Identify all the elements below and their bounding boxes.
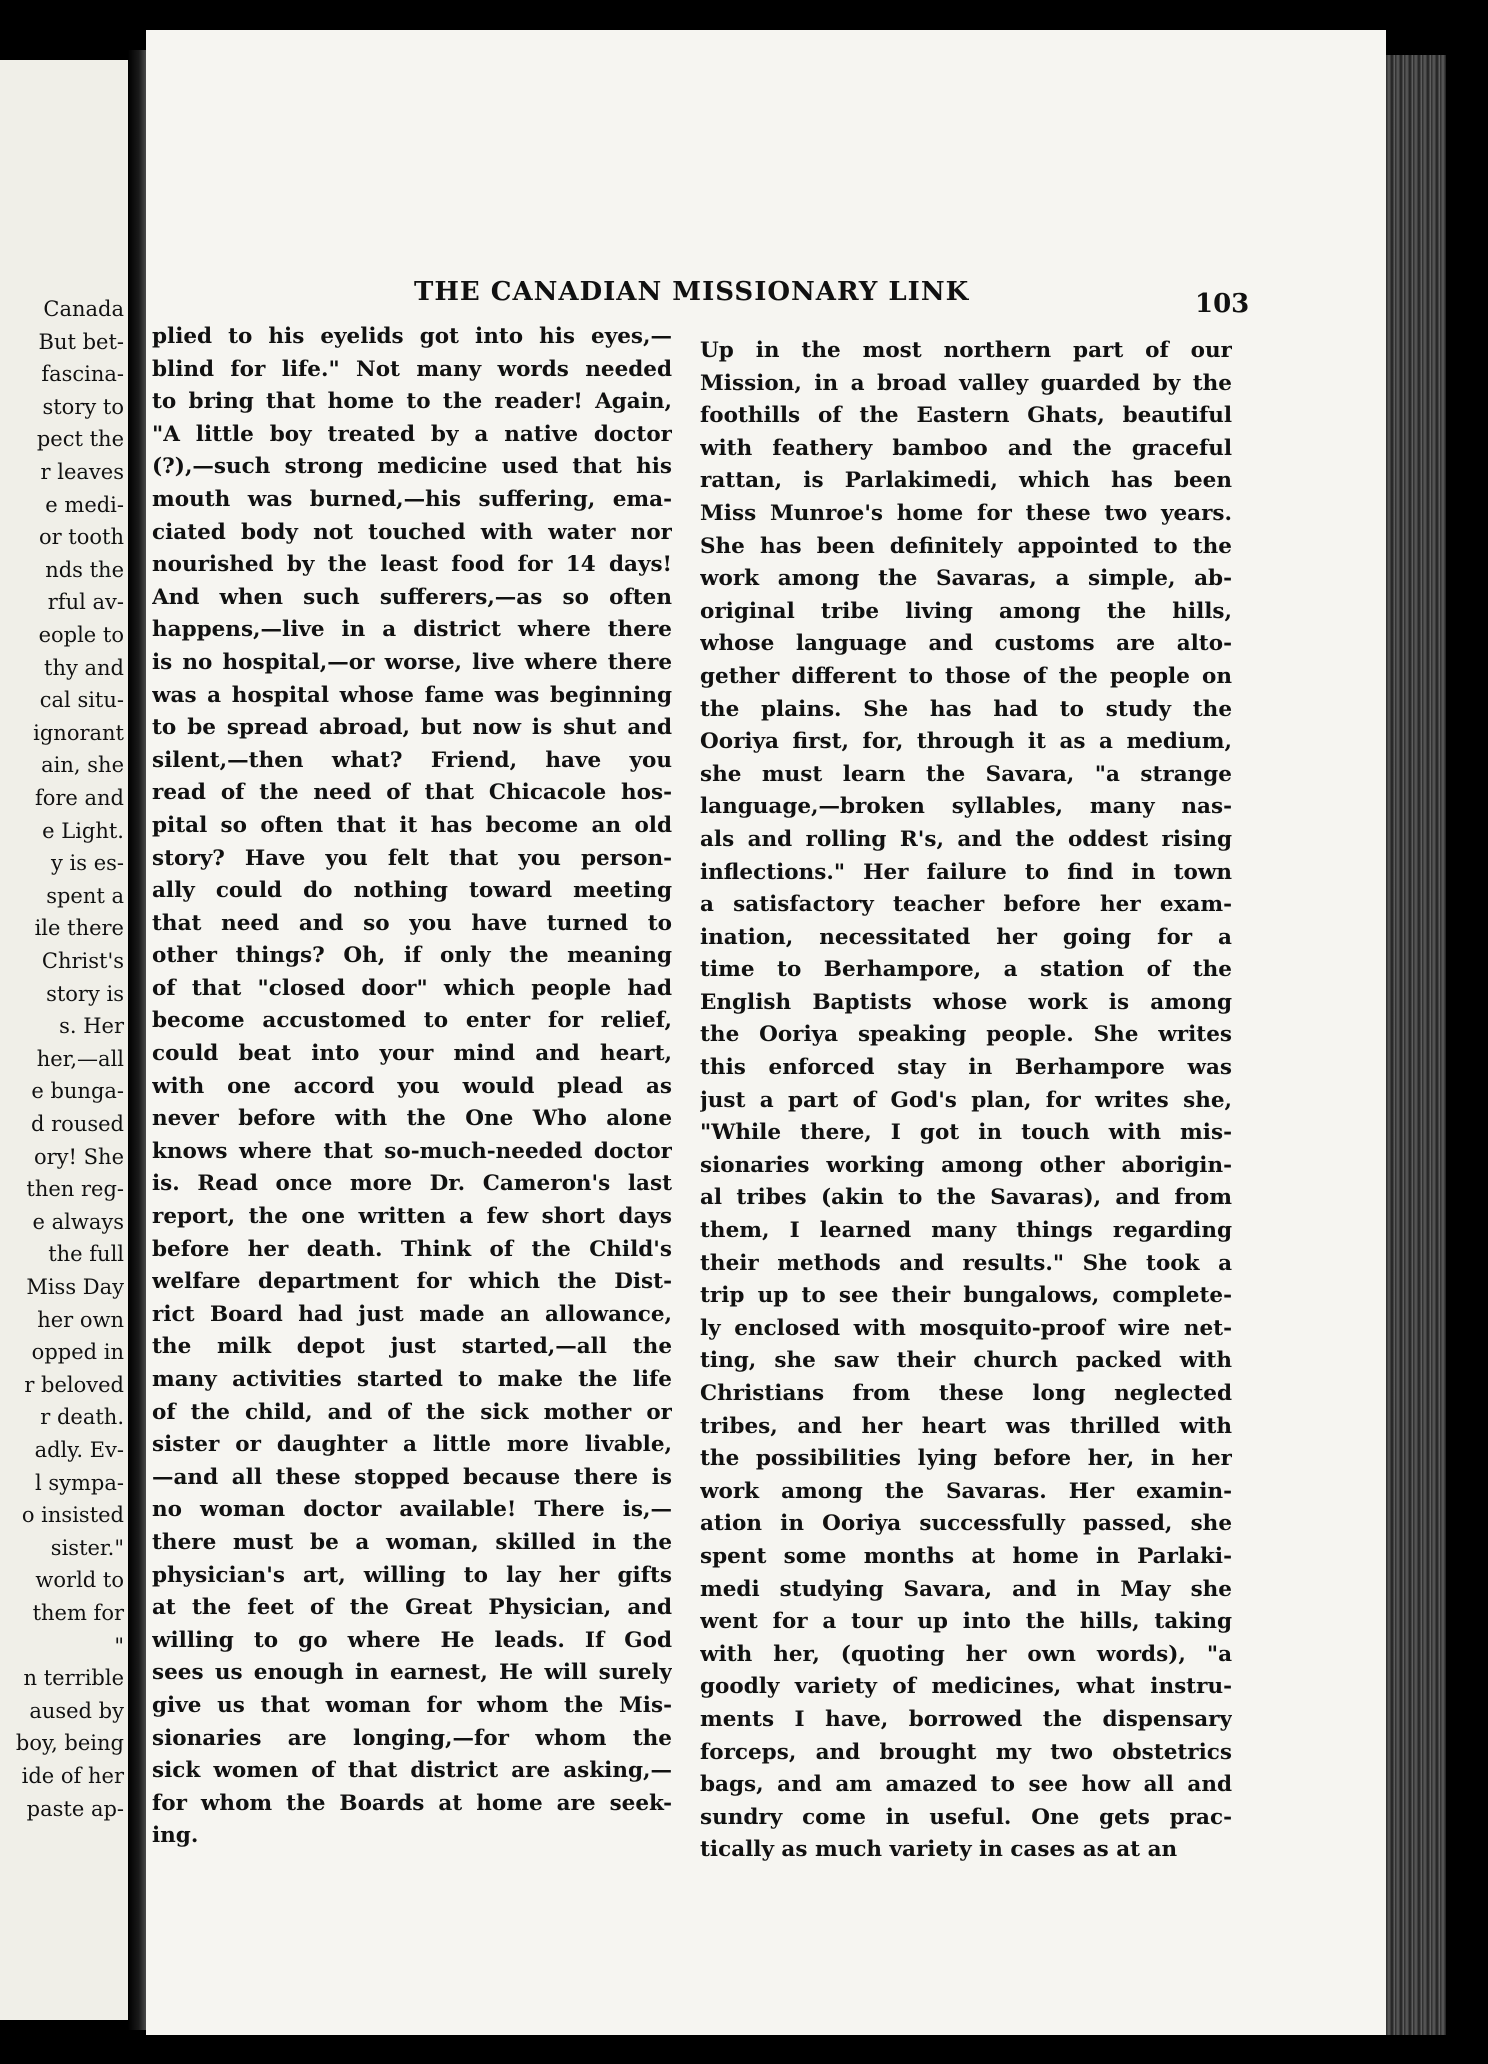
facing-page-line: But bet-	[38, 329, 124, 354]
text-line: the milk depot just started,—all the	[152, 1334, 672, 1360]
text-line: ciated body not touched with water nor	[152, 519, 672, 545]
text-line: als and rolling R's, and the oddest rising	[700, 826, 1232, 852]
text-line: is. Read once more Dr. Cameron's last	[152, 1171, 672, 1197]
text-line: a satisfactory teacher before her exam-	[700, 892, 1232, 918]
text-line: English Baptists whose work is among	[700, 989, 1232, 1015]
text-line: goodly variety of medicines, what instru-	[700, 1674, 1232, 1700]
text-line: ly enclosed with mosquito-proof wire net-	[700, 1315, 1232, 1341]
facing-page-line: o insisted	[21, 1503, 124, 1528]
facing-page-line: e medi-	[45, 492, 124, 517]
text-line: rattan, is Parlakimedi, which has been	[700, 468, 1232, 494]
facing-page-line: e bunga-	[31, 1079, 124, 1104]
text-line: Ooriya first, for, through it as a medium,	[700, 729, 1232, 755]
text-line: sister or daughter a little more livable,	[152, 1432, 672, 1458]
text-line: sundry come in useful. One gets prac-	[700, 1804, 1232, 1830]
facing-page-fragment	[0, 60, 128, 2020]
text-line: to bring that home to the reader! Again,	[152, 389, 672, 415]
text-line: She has been definitely appointed to the	[700, 533, 1232, 559]
book-spine	[128, 50, 146, 2030]
text-line: mouth was burned,—his suffering, ema-	[152, 486, 672, 512]
text-line: other things? Oh, if only the meaning	[152, 943, 672, 969]
facing-page-line: Canada	[43, 297, 124, 321]
text-line: Up in the most northern part of our	[700, 338, 1232, 363]
text-line: of the child, and of the sick mother or	[152, 1399, 672, 1425]
text-line: of that "closed door" which people had	[152, 975, 672, 1001]
facing-page-line: n terrible	[23, 1666, 124, 1691]
text-line: —and all these stopped because there is	[152, 1464, 672, 1490]
text-line: tribes, and her heart was thrilled with	[700, 1413, 1232, 1439]
text-line: there must be a woman, skilled in the	[152, 1529, 672, 1555]
text-line: trip up to see their bungalows, complete-	[700, 1283, 1232, 1309]
text-line: ally could do nothing toward meeting	[152, 878, 672, 904]
text-line: spent some months at home in Parlaki-	[700, 1543, 1232, 1569]
facing-page-line: l sympa-	[34, 1470, 124, 1495]
text-line: Miss Munroe's home for these two years.	[700, 500, 1232, 526]
text-line: just a part of God's plan, for writes she,	[700, 1087, 1232, 1113]
text-line: sees us enough in earnest, He will surely	[152, 1660, 672, 1686]
text-line: could beat into your mind and heart,	[152, 1041, 672, 1067]
text-line: ments I have, borrowed the dispensary	[700, 1706, 1232, 1732]
text-line: work among the Savaras, a simple, ab-	[700, 566, 1232, 592]
facing-page-line: ory! She	[34, 1144, 124, 1169]
facing-page-line: y is es-	[50, 851, 124, 876]
text-line: time to Berhampore, a station of the	[700, 957, 1232, 983]
text-line: many activities started to make the life	[152, 1367, 672, 1392]
text-line: story? Have you felt that you person-	[152, 845, 672, 871]
text-line: rict Board had just made an allowance,	[152, 1301, 672, 1327]
text-line: them, I learned many things regarding	[700, 1218, 1232, 1244]
text-line: al tribes (akin to the Savaras), and from	[700, 1185, 1232, 1211]
facing-page-line: her,—all	[36, 1046, 124, 1071]
text-line: ation in Ooriya successfully passed, she	[700, 1511, 1232, 1537]
facing-page-line: them for	[32, 1601, 124, 1625]
text-line: forceps, and brought my two obstetrics	[700, 1739, 1232, 1765]
left-text-column	[152, 321, 672, 1853]
text-line: nourished by the least food for 14 days!	[152, 552, 672, 578]
text-line: become accustomed to enter for relief,	[152, 1008, 672, 1034]
text-line: she must learn the Savara, "a strange	[700, 761, 1232, 787]
text-line: language,—broken syllables, many nas-	[700, 794, 1232, 820]
text-line: "A little boy treated by a native doctor	[152, 421, 672, 447]
text-line: blind for life." Not many words needed	[152, 356, 672, 382]
facing-page-line: r leaves	[40, 460, 124, 484]
text-line: went for a tour up into the hills, taking	[700, 1609, 1232, 1635]
text-line: tically as much variety in cases as at an	[700, 1837, 1178, 1863]
facing-page-line: thy and	[44, 655, 124, 680]
text-line: their methods and results." She took a	[700, 1250, 1232, 1276]
facing-page-line: nds the	[45, 557, 124, 582]
facing-page-line: s. Her	[59, 1014, 124, 1039]
text-line: before her death. Think of the Child's	[152, 1236, 672, 1262]
facing-page-line: Miss Day	[26, 1275, 124, 1299]
facing-page-line: ide of her	[21, 1764, 124, 1788]
text-line: pital so often that it has become an old	[152, 812, 672, 838]
text-line: sionaries are longing,—for whom the	[152, 1725, 672, 1751]
facing-page-line: spent a	[46, 883, 124, 908]
text-line: Mission, in a broad valley guarded by the	[700, 370, 1232, 396]
page-edges	[1386, 55, 1446, 2035]
text-line: work among the Savaras. Her examin-	[700, 1478, 1232, 1504]
facing-page-line: the full	[48, 1242, 124, 1267]
facing-page-line: then reg-	[26, 1177, 124, 1202]
text-line: the possibilities lying before her, in her	[700, 1446, 1232, 1472]
facing-page-line: world to	[35, 1568, 124, 1593]
text-line: "While there, I got in touch with mis-	[700, 1120, 1232, 1146]
text-line: ting, she saw their church packed with	[700, 1348, 1232, 1374]
facing-page-line: e Light.	[42, 818, 124, 843]
text-line: Christians from these long neglected	[700, 1381, 1232, 1406]
text-line: the plains. She has had to study the	[700, 696, 1232, 722]
facing-page-line: ain, she	[41, 753, 124, 778]
text-line: sionaries working among other aborigin-	[700, 1152, 1232, 1178]
text-line: give us that woman for whom the Mis-	[152, 1692, 672, 1718]
text-line: whose language and customs are alto-	[700, 631, 1232, 657]
text-line: the Ooriya speaking people. She writes	[700, 1022, 1232, 1048]
facing-page-line: r beloved	[24, 1372, 124, 1397]
text-line: happens,—live in a district where there	[152, 617, 672, 643]
facing-page-line: boy, being	[15, 1731, 124, 1756]
text-line: to be spread abroad, but now is shut and	[152, 715, 672, 741]
text-line: plied to his eyelids got into his eyes,—	[152, 324, 672, 349]
text-line: no woman doctor available! There is,—	[152, 1497, 672, 1523]
text-line: read of the need of that Chicacole hos-	[152, 780, 672, 806]
facing-page-line: opped in	[31, 1340, 124, 1365]
text-line: with one accord you would plead as	[152, 1073, 672, 1099]
text-line: (?),—such strong medicine used that his	[152, 454, 672, 480]
text-line: is no hospital,—or worse, live where there	[152, 649, 672, 675]
text-line: ing.	[152, 1823, 199, 1849]
text-line: for whom the Boards at home are seek-	[152, 1790, 672, 1816]
text-line: sick women of that district are asking,—	[152, 1758, 672, 1784]
text-line: original tribe living among the hills,	[700, 598, 1232, 624]
facing-page-line: fascina-	[41, 362, 124, 387]
facing-page-line: pect the	[36, 427, 124, 452]
facing-page-line: Christ's	[41, 949, 124, 973]
facing-page-line: story to	[42, 394, 124, 419]
facing-page-line: paste ap-	[26, 1796, 124, 1821]
facing-page-line: e always	[32, 1209, 124, 1234]
facing-page-line: ile there	[34, 916, 124, 941]
text-line: with her, (quoting her own words), "a	[700, 1641, 1232, 1667]
text-line: report, the one written a few short days	[152, 1204, 672, 1230]
facing-page-line: ignorant	[33, 720, 124, 745]
facing-page-line: or tooth	[38, 525, 124, 550]
running-header: THE CANADIAN MISSIONARY LINK	[414, 277, 970, 307]
text-line: never before with the One Who alone	[152, 1106, 672, 1132]
text-line: ination, necessitated her going for a	[700, 924, 1232, 950]
facing-page-line: "	[114, 1633, 124, 1658]
text-line: that need and so you have turned to	[152, 910, 672, 936]
facing-page-line: adly. Ev-	[34, 1438, 124, 1462]
facing-page-line: eople to	[38, 623, 124, 647]
text-line: physician's art, willing to lay her gifts	[152, 1562, 672, 1588]
text-line: And when such sufferers,—as so often	[152, 584, 672, 610]
text-line: bags, and am amazed to see how all and	[700, 1772, 1232, 1798]
facing-page-line: fore and	[34, 786, 124, 810]
text-line: medi studying Savara, and in May she	[700, 1576, 1232, 1602]
facing-page-line: her own	[37, 1307, 124, 1332]
page-number: 103	[1195, 289, 1250, 319]
text-line: willing to go where He leads. If God	[152, 1627, 672, 1653]
text-line: knows where that so-much-needed doctor	[152, 1138, 672, 1164]
text-line: gether different to those of the people on	[700, 663, 1232, 689]
text-line: silent,—then what? Friend, have you	[152, 747, 672, 773]
text-line: was a hospital whose fame was beginning	[152, 682, 672, 708]
text-line: at the feet of the Great Physician, and	[152, 1595, 672, 1621]
facing-page-line: r death.	[40, 1405, 124, 1430]
facing-page-line: d roused	[31, 1112, 124, 1136]
right-text-column	[700, 335, 1232, 1867]
facing-page-line: sister."	[50, 1535, 124, 1560]
facing-page-line: cal situ-	[39, 688, 124, 713]
text-line: this enforced stay in Berhampore was	[700, 1055, 1232, 1081]
facing-page-line: aused by	[29, 1698, 124, 1723]
facing-page-line: rful av-	[47, 590, 124, 615]
text-line: foothills of the Eastern Ghats, beautiful	[700, 403, 1232, 429]
facing-page-line: story is	[46, 981, 124, 1006]
text-line: inflections." Her failure to find in town	[700, 859, 1232, 885]
text-line: welfare department for which the Dist-	[152, 1269, 672, 1295]
text-line: with feathery bamboo and the graceful	[700, 435, 1232, 461]
